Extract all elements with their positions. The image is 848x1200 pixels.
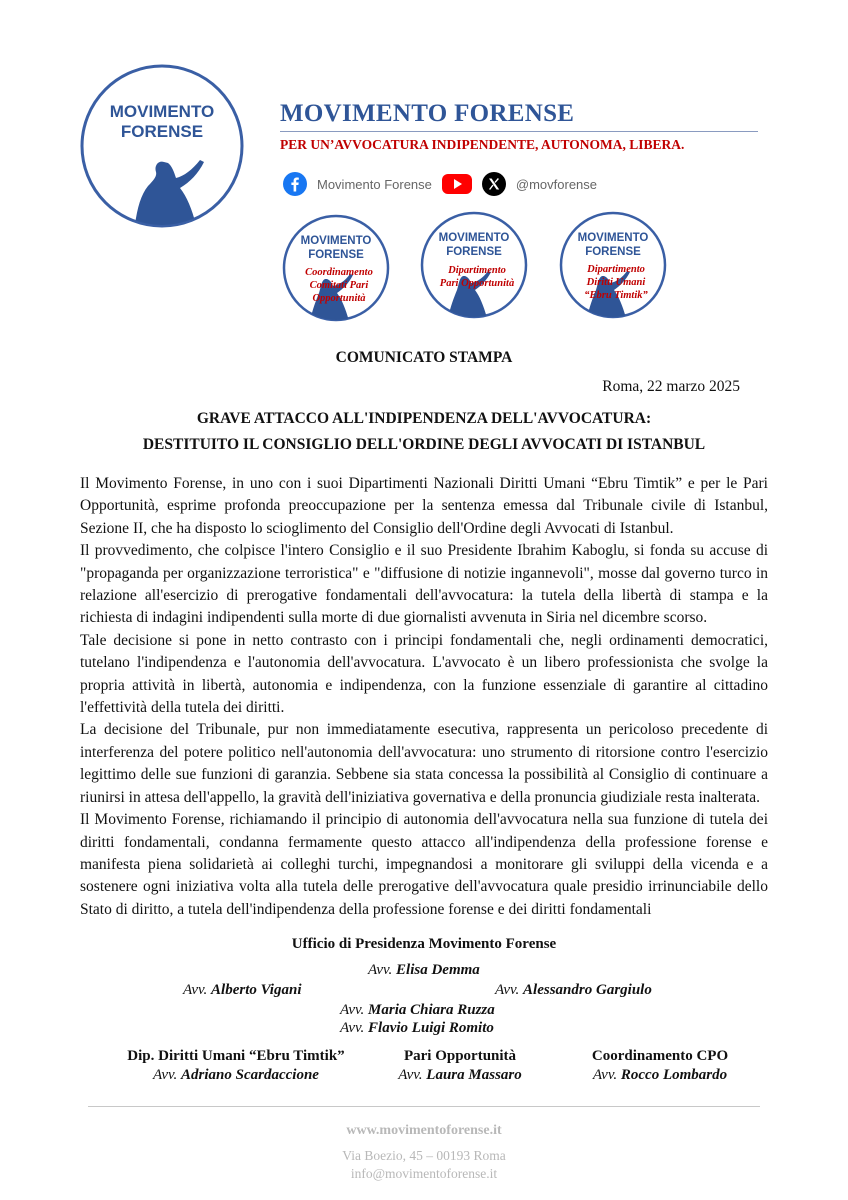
headline [80, 406, 768, 458]
paragraph-2: Il provvedimento, che colpisce l'intero Consiglio e il suo Presidente Ibrahim Kaboglu, si fonda su accuse di "propaganda per organizzazione terroristica" e "diffusione di notizie ingannevoli", mosse dal governo turco in relazione all'esercizio di prerogative fondamentali dell'avvocatura: la tutela della libertà di stampa e la richiesta di indagini indipendenti sulla morte di due giornalisti avvenuta in Siria nel dicembre scorso. [80, 542, 768, 627]
paragraph-5: Il Movimento Forense, richiamando il principio di autonomia dell'avvocatura nella sua funzione di tutela dei diritti fondamentali, condanna fermamente questo attacco all'indipendenza della professione forense e manifesta piena solidarietà ai colleghi turchi, impegnandosi a monitorare gli sviluppi della vicenda e a sostenere ogni iniziativa volta alla tutela delle prerogative dell'avvocatura quale presidio irrinunciabile dello Stato di diritto, a tutela dell'indipendenza della professione forense e dei diritti fondamentali [80, 811, 768, 918]
sig-name: Alberto Vigani [211, 982, 302, 998]
press-release-label: COMUNICATO STAMPA [335, 349, 513, 366]
sig-prefix: Avv. [153, 1067, 178, 1083]
sig-prefix: Avv. [592, 1067, 618, 1083]
headline-line1: GRAVE ATTACCO ALL'INDIPENDENZA DELL'AVVOCATURA: [196, 410, 652, 427]
footer-address: Via Boezio, 45 – 00193 Roma [342, 1148, 506, 1163]
sig-prefix: Avv. [398, 1067, 423, 1083]
sig-name: Maria Chiara Ruzza [368, 1002, 495, 1018]
headline-line2: DESTITUITO IL CONSIGLIO DELL'ORDINE DEGLI AVVOCATI DI ISTANBUL [142, 436, 706, 453]
dept3-text-line1: MOVIMENTO [577, 232, 649, 244]
dept1-text-line1: MOVIMENTO [300, 235, 372, 247]
org-name: MOVIMENTO FORENSE [280, 100, 575, 127]
dept2-text-line1: MOVIMENTO [438, 232, 510, 244]
sig-prefix: Avv. [495, 982, 520, 998]
signature-diritti-umani [112, 1048, 360, 1084]
sig-prefix: Avv. [368, 962, 393, 978]
dept2-script2: Pari Opportunità [439, 278, 515, 289]
signature-ruzza [340, 1002, 495, 1019]
sig-name: Elisa Demma [396, 962, 480, 978]
office-title: Ufficio di Presidenza Movimento Forense [291, 936, 557, 952]
signature-pari-opportunita [380, 1048, 540, 1084]
dept1-text-line2: FORENSE [308, 249, 364, 261]
paragraph-4: La decisione del Tribunale, pur non immediatamente esecutiva, rappresenta un pericoloso precedente di interferenza del potere politico nell'autonomia dell'avvocatura: uno strumento di ritorsione contro l'esercizio legittimo delle sue funzioni di garanzia. Sebbene sia stata concessa la possibilità al Consiglio di continuare a riunirsi in attesa dell'appello, la gravità dell'iniziativa governativa e della pronuncia giudiziale resta inalterata. [80, 721, 768, 806]
facebook-icon[interactable] [283, 172, 307, 196]
sig-prefix: Avv. [340, 1002, 365, 1018]
sig-name: Flavio Luigi Romito [368, 1020, 494, 1036]
footer-email[interactable]: info@movimentoforense.it [350, 1166, 498, 1181]
dept3-script1: Dipartimento [587, 264, 645, 275]
signature-demma [368, 962, 480, 979]
dept-title: Coordinamento CPO [591, 1048, 729, 1064]
header-divider [280, 131, 758, 132]
sig-name: Laura Massaro [426, 1067, 522, 1083]
paragraph-1: Il Movimento Forense, in uno con i suoi Dipartimenti Nazionali Diritti Umani “Ebru Timtik” e per le Pari Opportunità, esprime profonda preoccupazione per la sentenza emessa dal Tribunale civile di Istanbul, Sezione II, che ha disposto lo scioglimento del Consiglio dell'Ordine degli Avvocati di Istanbul. [80, 475, 768, 537]
signature-romito [340, 1020, 494, 1037]
dept1-script3: Opportunità [312, 293, 366, 304]
body-text [80, 473, 768, 921]
x-handle[interactable]: @movforense [515, 176, 598, 192]
dept-title: Pari Opportunità [403, 1048, 517, 1064]
dept3-script3: “Ebru Timtik” [584, 290, 648, 301]
signature-gargiulo [495, 982, 652, 999]
signature-vigani [183, 982, 302, 999]
dept3-text-line2: FORENSE [585, 246, 641, 258]
dept-logo-cpo [281, 213, 391, 323]
footer-divider [88, 1106, 760, 1107]
sig-prefix: Avv. [183, 982, 208, 998]
dept3-script2: Diritti Umani [586, 277, 646, 288]
sig-name: Rocco Lombardo [620, 1067, 728, 1083]
signature-cpo [568, 1048, 752, 1084]
facebook-label[interactable]: Movimento Forense [317, 176, 432, 192]
paragraph-3: Tale decisione si pone in netto contrasto con i principi fondamentali che, negli ordinamenti democratici, tutelano l'indipendenza e l'autonomia dell'avvocatura. L'avvocato è un libero professionista che svolge la propria attività in libertà, autonomia e indipendenza, con la funzione essenziale di garantire al cittadino l'effettività della tutela dei diritti. [80, 631, 768, 717]
movimento-forense-logo [78, 62, 246, 230]
dept-logo-diritti-umani [558, 210, 668, 320]
sig-name: Alessandro Gargiulo [523, 982, 652, 998]
dept1-script2: Comitati Pari [309, 280, 369, 291]
logo-text-line1: MOVIMENTO [109, 102, 215, 121]
footer-website[interactable]: www.movimentoforense.it [346, 1123, 502, 1138]
dept2-text-line2: FORENSE [446, 246, 502, 258]
dept-title: Dip. Diritti Umani “Ebru Timtik” [127, 1048, 345, 1064]
document-date: Roma, 22 marzo 2025 [602, 378, 740, 395]
sig-name: Adriano Scardaccione [181, 1067, 319, 1083]
dept-logo-pari-opportunita [419, 210, 529, 320]
logo-text-line2: FORENSE [120, 122, 204, 141]
sig-prefix: Avv. [340, 1020, 365, 1036]
social-bar [283, 170, 597, 198]
youtube-icon[interactable] [442, 173, 472, 195]
x-icon[interactable] [482, 172, 506, 196]
tagline: PER UN’AVVOCATURA INDIPENDENTE, AUTONOMA, LIBERA. [280, 137, 685, 152]
dept1-script1: Coordinamento [305, 267, 373, 278]
dept2-script1: Dipartimento [448, 265, 506, 276]
